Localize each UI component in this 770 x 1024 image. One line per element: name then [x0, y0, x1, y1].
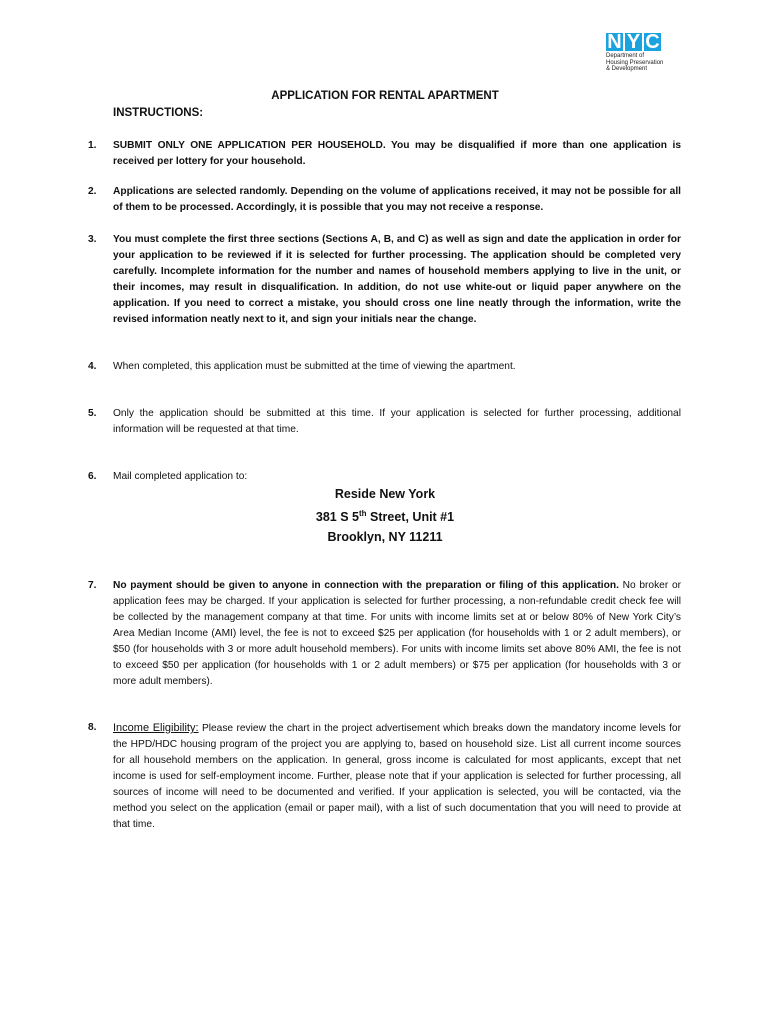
item-bold-text: SUBMIT ONLY ONE APPLICATION PER HOUSEHOLD. You may be disqualified if more than one application is received per lottery for your household.	[113, 140, 681, 167]
address-line-1: Reside New York	[334, 487, 436, 501]
instruction-item-4	[88, 359, 688, 375]
item-body	[113, 232, 681, 328]
item-body: When completed, this application must be submitted at the time of viewing the apartment.	[113, 361, 516, 372]
address-line-3: Brooklyn, NY 11211	[327, 530, 443, 545]
document-title: APPLICATION FOR RENTAL APARTMENT	[271, 90, 499, 102]
item-text: Please review the chart in the project advertisement which breaks down the mandatory income levels for the HPD/HDC housing program of the project you are applying to, based on household size. List all current income sources for all household members on the application. In general, gross income is calculated for most applicants, except that net income is used for self-employment income. Further, please note that if your application is selected for further processing, all sources of income will need to be documented and verified. If your application is selected, you will be contacted, via the method you select on the application (email or paper mail), with a list of such documentation that you will need to provide at that time.	[113, 723, 681, 830]
instruction-item-5	[88, 406, 688, 438]
instructions-heading: INSTRUCTIONS:	[113, 107, 204, 119]
address-ordinal-suffix: th	[359, 509, 367, 518]
instruction-item-2	[88, 184, 688, 216]
nyc-hpd-logo	[606, 33, 686, 73]
instruction-item-3	[88, 232, 688, 328]
item-text: No broker or application fees may be charged. If your application is selected for further processing, a non-refundable credit check fee will be collected by the management company at that time. For units with income limits set at or below 80% of New York City’s Area Median Income (AMI) level, the fee is not to exceed $25 per application (for households with 1 or 2 adult members), or $50 (for households with 3 or more adult household members). For units with income limits set above 80% AMI, the fee is not to exceed $50 per application (for households with 1 or 2 adult members) or $75 per application (for households with 3 or more adult members).	[113, 580, 682, 687]
item-number: 5.	[88, 408, 97, 419]
item-bold-text: You must complete the first three sections (Sections A, B, and C) as well as sign and date the application in order for your application to be reviewed if it is selected for further processing. The application should be completed very carefully. Incomplete information for the number and names of household members applying to live in the unit, or their incomes, may result in disqualification. In addition, do not use white-out or liquid paper anywhere on the application. If you need to correct a mistake, you should cross one line neatly through the information, write the revised information neatly next to it, and sign your initials near the change.	[113, 234, 681, 325]
address-street-number: 381 S 5	[315, 510, 359, 525]
item-body	[113, 578, 681, 690]
item-body	[113, 720, 681, 833]
item-body: Mail completed application to:	[113, 471, 248, 482]
nyc-logo-mark	[606, 33, 686, 51]
instruction-item-7	[88, 578, 688, 690]
address-street-rest: Street, Unit #1	[366, 510, 455, 525]
address-line-2	[0, 504, 770, 527]
item-number: 2.	[88, 186, 97, 197]
mailing-address	[0, 484, 770, 547]
item-number: 8.	[88, 722, 97, 733]
item-number: 3.	[88, 234, 97, 245]
item-bold-text: Applications are selected randomly. Depending on the volume of applications received, it may not be possible for all of them to be processed. Accordingly, it is possible that you may not receive a response.	[113, 186, 681, 213]
item-number: 7.	[88, 580, 97, 591]
instruction-item-6	[88, 469, 688, 485]
item-number: 4.	[88, 361, 97, 372]
item-body: Only the application should be submitted at this time. If your application is selected for further processing, additional information will be requested at that time.	[113, 408, 681, 435]
item-body	[113, 138, 681, 170]
item-number: 1.	[88, 140, 97, 151]
logo-letter-y: Y	[626, 31, 641, 53]
logo-letter-c: C	[645, 31, 660, 53]
item-number: 6.	[88, 471, 97, 482]
instruction-item-8	[88, 720, 688, 833]
logo-letter-n: N	[607, 31, 622, 53]
logo-department-text: Department of Housing Preservation & Development	[606, 53, 664, 72]
income-eligibility-heading: Income Eligibility:	[113, 722, 199, 734]
item-body	[113, 184, 681, 216]
instruction-item-1	[88, 138, 688, 170]
item-bold-text: No payment should be given to anyone in connection with the preparation or filing of this application.	[113, 580, 619, 591]
